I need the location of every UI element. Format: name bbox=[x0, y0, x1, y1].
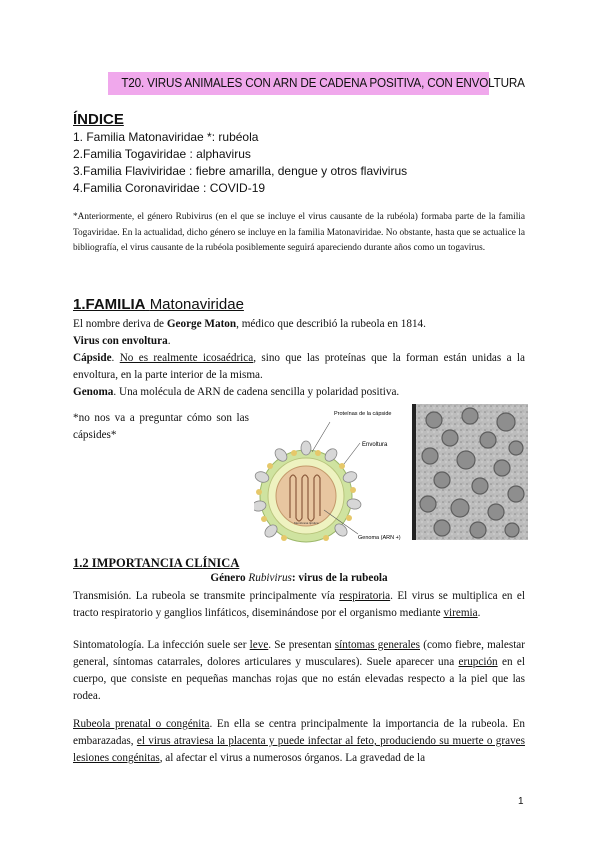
index-item: 3.Familia Flaviviridae : fiebre amarilla, dengue y otros flavivirus bbox=[73, 164, 408, 178]
underlined-text: viremia bbox=[443, 607, 478, 619]
text-span: El nombre deriva de bbox=[73, 318, 167, 330]
page-number: 1 bbox=[518, 796, 524, 807]
genome-label: Genoma bbox=[73, 386, 114, 398]
label-capsid-proteins: Proteínas de la cápside bbox=[334, 411, 392, 417]
virion-diagram bbox=[254, 406, 410, 554]
text-span: en el cuerpo, que consiste en pequeñas manchas rojas que no están elevadas respecto a la piel que las rodea. bbox=[73, 656, 525, 702]
index-item: 2.Familia Togaviridae : alphavirus bbox=[73, 147, 251, 161]
document-title: T20. VIRUS ANIMALES CON ARN DE CADENA POSITIVA, CON ENVOLTURA bbox=[121, 76, 525, 90]
text-span: , médico que describió la rubeola en 1814. bbox=[236, 318, 426, 330]
text-span: . Se presentan bbox=[268, 639, 335, 651]
underlined-text: leve bbox=[249, 639, 269, 651]
section-number: 1.FAMILIA bbox=[73, 296, 146, 313]
paragraph-origin bbox=[73, 316, 525, 333]
text-span: . El virus se multiplica en el tracto respiratorio y ganglios linfáticos, diseminándose por el organismo mediante bbox=[73, 590, 525, 619]
label-envelope: Envoltura bbox=[362, 442, 388, 448]
underlined-text: el virus atraviesa la placenta y puede infectar al feto, produciendo su muerte o graves lesiones congénitas bbox=[73, 735, 525, 764]
section-family-name: Matonaviridae bbox=[149, 296, 244, 313]
envelope-label: Virus con envoltura bbox=[73, 335, 168, 347]
text-span: (como fiebre, malestar general, síntomas catarrales, dolores articulares y musculares). Suele aparecer una bbox=[73, 639, 525, 668]
rubivirus-subheading bbox=[73, 572, 525, 584]
text-span: , al afectar el virus a numerosos órganos. La gravedad de la bbox=[159, 752, 426, 764]
text-span: Género bbox=[210, 572, 249, 584]
underlined-text: No es realmente icosaédrica bbox=[119, 352, 254, 364]
text-span: . Una molécula de ARN de cadena sencilla y polaridad positiva. bbox=[113, 386, 400, 398]
text-span: : virus de la rubeola bbox=[291, 572, 388, 584]
paragraph-genome bbox=[73, 384, 525, 401]
person-name: George Maton bbox=[166, 318, 237, 330]
index-list bbox=[73, 129, 407, 197]
text-span: , sino que las proteínas que la forman están unidas a la envoltura, en la parte interior de la misma. bbox=[73, 352, 526, 381]
electron-micrograph bbox=[412, 404, 528, 540]
text-span: . bbox=[477, 607, 481, 619]
title-highlight bbox=[108, 72, 525, 95]
underlined-text: Rubeola prenatal o congénita bbox=[73, 718, 210, 730]
micrograph-edge bbox=[412, 404, 416, 540]
section-heading-matonaviridae bbox=[73, 296, 244, 313]
text-span: . bbox=[111, 352, 120, 364]
capsid-exam-note: *no nos va a preguntar cómo son las cápsides* bbox=[73, 412, 249, 441]
index-item: 4.Familia Coronaviridae : COVID-19 bbox=[73, 181, 266, 195]
underlined-text: erupción bbox=[458, 656, 498, 668]
text-span: Transmisión. La rubeola se transmite principalmente vía bbox=[73, 590, 340, 602]
rubivirus-note: *Anteriormente, el género Rubivirus (en el que se incluye el virus causante de la rubéola) formaba parte de la familia Togaviridae. En la actualidad, dicho género se incluye en la familia Matonaviridae. No obstante, hasta que se actualice la bibliografía, el virus causante de la rubéola posiblemente seguirá apareciendo durante años como un togavirus. bbox=[73, 212, 525, 254]
paragraph-capsid bbox=[73, 350, 525, 384]
paragraph-symptoms bbox=[73, 637, 525, 705]
index-heading: ÍNDICE bbox=[73, 111, 124, 128]
genus-name: Rubivirus bbox=[248, 572, 292, 584]
text-span: . En ella se centra principalmente la importancia de la rubeola. En embarazadas, bbox=[73, 718, 525, 747]
underlined-text: síntomas generales bbox=[334, 639, 421, 651]
paragraph-envelope bbox=[73, 333, 525, 350]
paragraph-congenital-rubella bbox=[73, 716, 525, 767]
index-item: 1. Familia Matonaviridae *: rubéola bbox=[73, 130, 259, 144]
text-span: . bbox=[167, 335, 171, 347]
label-membrane: Membrana lipídica bbox=[294, 521, 319, 525]
clinical-importance-heading: 1.2 IMPORTANCIA CLÍNICA bbox=[73, 556, 240, 570]
paragraph-transmission bbox=[73, 588, 525, 622]
text-span: Sintomatología. La infección suele ser bbox=[73, 639, 250, 651]
label-genome: Genoma (ARN +) bbox=[358, 535, 401, 541]
underlined-text: respiratoria bbox=[339, 590, 391, 602]
capsid-label: Cápside bbox=[73, 352, 112, 364]
